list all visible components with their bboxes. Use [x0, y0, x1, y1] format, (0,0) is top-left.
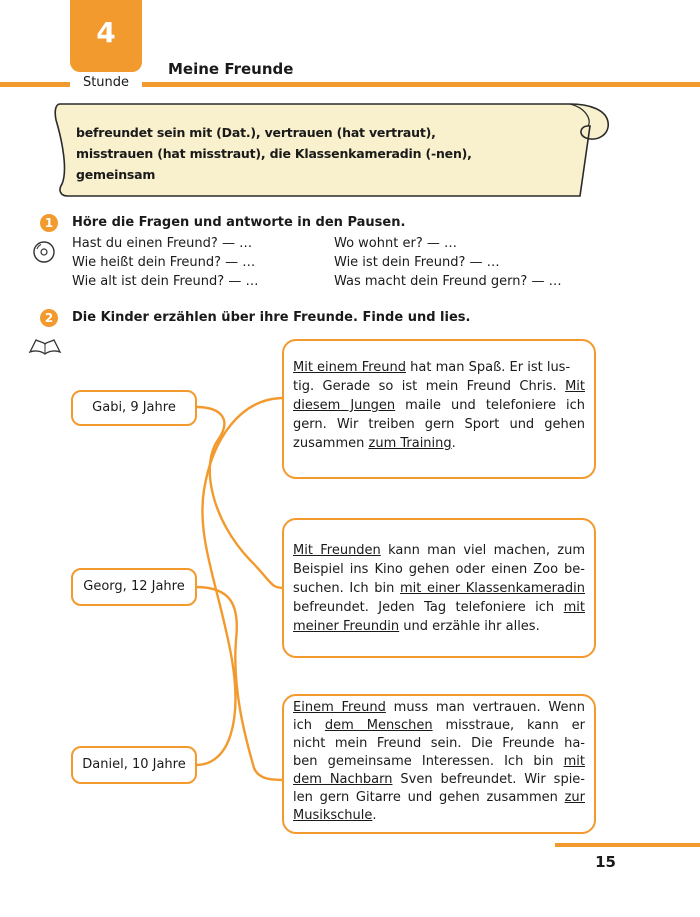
story-phrase: Mit Freunden: [293, 543, 381, 558]
story-phrase: ben gemeinsame Interessen. Ich bin: [293, 754, 564, 769]
story-phrase: diesem Jungen: [293, 398, 396, 413]
exercise-number-2: 2: [40, 309, 58, 327]
vocab-line: gemeinsam: [76, 167, 156, 182]
story-phrase: meiner Freundin: [293, 619, 400, 634]
story-phrase: nicht mein Freund sein. Die Freunde ha-: [293, 736, 585, 751]
story-phrase: Sven befreundet. Wir spie-: [392, 772, 586, 787]
exercise-2-title: Die Kinder erzählen über ihre Freunde. Finde und lies.: [72, 310, 471, 325]
story-phrase: dem Nachbarn: [293, 772, 393, 787]
vocab-line: befreundet sein mit (Dat.), vertrauen (hat vertraut),: [76, 125, 436, 140]
story-phrase: mit: [563, 754, 585, 769]
vocab-line: misstrauen (hat misstraut), die Klassenkameradin (-nen),: [76, 146, 472, 161]
name-box-gabi: [71, 390, 197, 426]
exercise-1-title: Höre die Fragen und antworte in den Pausen.: [72, 215, 406, 230]
story-phrase: dem Menschen: [324, 718, 433, 733]
story-phrase: .: [372, 808, 377, 823]
story-phrase: len gern Gitarre und gehen zusammen: [293, 790, 565, 805]
story-phrase: Beispiel ins Kino gehen oder einen Zoo be-: [293, 562, 585, 577]
question-item: Wie heißt dein Freund? — …: [72, 255, 256, 270]
page-number: 15: [595, 853, 616, 871]
story-phrase: mit: [563, 600, 585, 615]
story-phrase: Musikschule: [293, 808, 373, 823]
story-text-1: [293, 358, 585, 453]
story-phrase: befreundet. Jeden Tag telefoniere ich: [293, 600, 564, 615]
question-item: Was macht dein Freund gern? — …: [334, 274, 562, 289]
story-phrase: zusammen: [293, 436, 369, 451]
story-phrase: tig. Gerade so ist mein Freund Chris.: [293, 379, 566, 394]
story-phrase: Mit: [565, 379, 585, 394]
story-phrase: hat man Spaß. Er ist lus-: [406, 360, 571, 375]
story-phrase: zum Training: [368, 436, 452, 451]
name-box-georg: [71, 568, 197, 606]
question-item: Wo wohnt er? — …: [334, 236, 457, 251]
lesson-number-tab: 4: [70, 0, 142, 72]
story-phrase: ich: [293, 718, 325, 733]
story-phrase: misstraue, kann er: [432, 718, 585, 733]
question-item: Hast du einen Freund? — …: [72, 236, 253, 251]
story-text-2: [293, 541, 585, 636]
story-phrase: suchen. Ich bin: [293, 581, 400, 596]
name-box-daniel: [71, 746, 197, 784]
footer-rule: [555, 843, 700, 847]
name-label: Gabi, 9 Jahre: [92, 400, 176, 415]
story-phrase: und erzähle ihr alles.: [399, 619, 540, 634]
question-item: Wie alt ist dein Freund? — …: [72, 274, 259, 289]
page-title: Meine Freunde: [168, 60, 294, 78]
story-phrase: .: [451, 436, 456, 451]
story-phrase: maile und telefoniere ich: [395, 398, 585, 413]
question-item: Wie ist dein Freund? — …: [334, 255, 500, 270]
story-phrase: Mit einem Freund: [293, 360, 407, 375]
lesson-label: Stunde: [82, 75, 130, 90]
story-phrase: zur: [564, 790, 585, 805]
story-phrase: kann man viel machen, zum: [380, 543, 585, 558]
story-phrase: muss man vertrauen. Wenn: [385, 700, 585, 715]
story-phrase: mit einer Klassenkameradin: [399, 581, 585, 596]
name-label: Daniel, 10 Jahre: [82, 757, 186, 772]
story-phrase: gern. Wir treiben gern Sport und gehen: [293, 417, 585, 432]
story-phrase: Einem Freund: [293, 700, 386, 715]
story-text-3: [293, 699, 585, 825]
name-label: Georg, 12 Jahre: [83, 579, 185, 594]
exercise-number-1: 1: [40, 214, 58, 232]
